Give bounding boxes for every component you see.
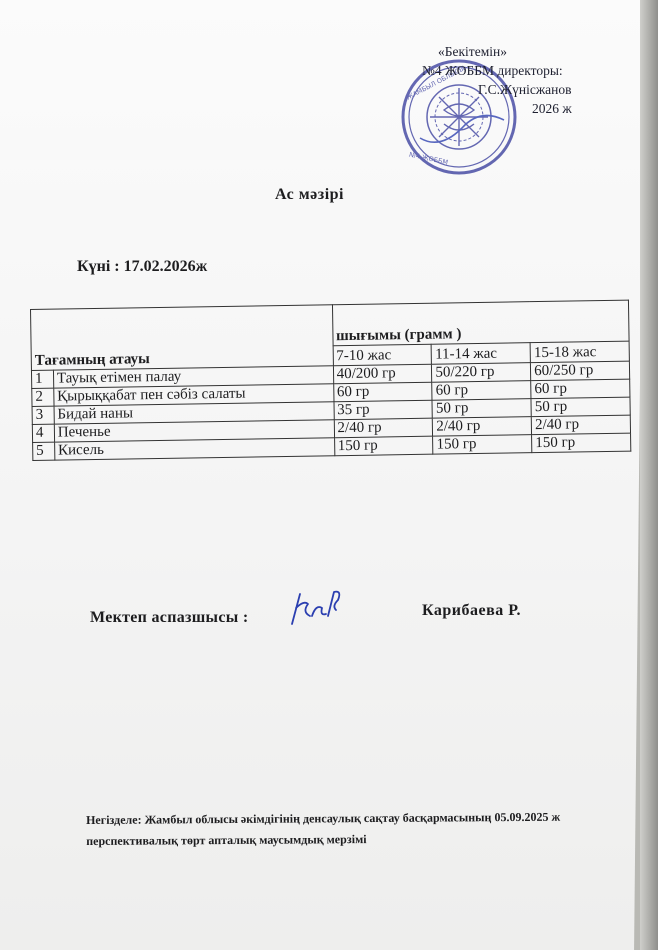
- portion-15-18: 60 гр: [531, 379, 630, 399]
- col-header-dish-name: Тағамның атауы: [31, 305, 333, 371]
- dish-name: Тауық етімен палау: [53, 366, 333, 388]
- age-group-2: 11-14 жас: [431, 343, 530, 365]
- basis-line-1: Негізделе: Жамбыл облысы әкімдігінің денсаулық сақтау басқармасының 05.09.2025 ж: [86, 809, 561, 827]
- portion-7-10: 40/200 гр: [333, 364, 432, 384]
- portion-7-10: 150 гр: [334, 436, 433, 456]
- dish-name: Бидай наны: [54, 402, 334, 424]
- cook-label: Мектеп аспазшысы :: [90, 609, 249, 626]
- portion-15-18: 50 гр: [531, 397, 630, 417]
- basis-note: [86, 806, 646, 852]
- svg-text:№4 ЖОББМ: №4 ЖОББМ: [408, 150, 449, 167]
- portion-11-14: 60 гр: [432, 381, 531, 401]
- menu-table: [30, 300, 631, 461]
- col-header-output: шығымы (грамм ): [332, 300, 629, 346]
- dish-name: Печенье: [54, 420, 334, 442]
- page-title: Ас мәзірі: [275, 186, 344, 203]
- menu-date: Күні : 17.02.2026ж: [77, 258, 208, 275]
- portion-15-18: 150 гр: [532, 433, 631, 453]
- handwritten-signature: [286, 586, 346, 628]
- row-number: 4: [32, 424, 54, 442]
- portion-7-10: 2/40 гр: [334, 418, 433, 438]
- approval-heading: «Бекітемін»: [438, 44, 507, 59]
- portion-11-14: 50/220 гр: [432, 363, 531, 383]
- dish-name: Қырыққабат пен сәбіз салаты: [54, 384, 334, 406]
- row-number: 1: [31, 370, 53, 388]
- approval-year: 2026 ж: [532, 101, 572, 116]
- approval-position: №4 ЖОББМ директоры:: [422, 63, 563, 78]
- row-number: 2: [32, 388, 54, 406]
- age-group-1: 7-10 жас: [333, 344, 432, 366]
- row-number: 5: [33, 442, 55, 460]
- svg-text:ЖАМБЫЛ ОБЛЫСЫ: ЖАМБЫЛ ОБЛЫСЫ: [405, 64, 467, 102]
- portion-11-14: 50 гр: [432, 399, 531, 419]
- cook-name: Карибаева Р.: [422, 602, 522, 619]
- portion-7-10: 35 гр: [334, 400, 433, 420]
- approval-block: [392, 42, 612, 118]
- dish-name: Кисель: [54, 438, 334, 460]
- row-number: 3: [32, 406, 54, 424]
- age-group-3: 15-18 жас: [530, 341, 629, 363]
- portion-15-18: 2/40 гр: [531, 415, 630, 435]
- portion-11-14: 2/40 гр: [433, 417, 532, 437]
- portion-7-10: 60 гр: [333, 382, 432, 402]
- basis-line-2: перспективалық төрт апталық маусымдық мерзімі: [86, 832, 367, 848]
- approval-director-name: Г.С.Жүнісжанов: [478, 82, 572, 97]
- portion-11-14: 150 гр: [433, 435, 532, 455]
- portion-15-18: 60/250 гр: [531, 361, 630, 381]
